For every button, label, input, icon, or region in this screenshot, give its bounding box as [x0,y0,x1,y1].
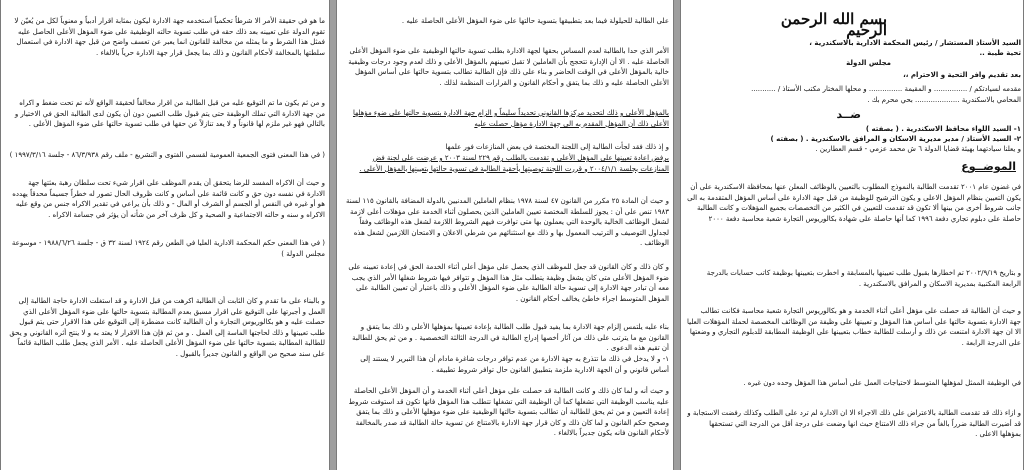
right-paragraph-4: في الوظيفة الممثل لمؤهلها المتوسط لاحتياجات العمل على أساس هذا المؤهل وحده دون غيره . [743,379,1021,387]
document-page-1 [680,0,1024,470]
middle-paragraph-7: ١- و لا يدخل في ذلك ما تتذرع به جهة الادارة من عدم توافر درجات شاغرة مادام أن هذا التبرير لا يستند إلى أساس قانوني و أن الجهة الادارية ملزمة بتطبيق القانون حال توافر شروط تطبيقه . [360,355,669,374]
left-paragraph-2-reference: ( في هذا المعنى فتوى الجمعية العمومية لقسمي الفتوى و التشريع - ملف رقم ٨٦/٣/٩٣٨ - جلسة ١٩٩٧/٣/١٦ ) [9,151,325,159]
defendant-1: ١- السيد اللواء محافظ الاسكندرية . ( بصفته ) [865,125,1021,133]
document-page-3 [0,0,330,470]
middle-paragraph-3-label: و إذ ذلك فقد لجأت الطالبة إلى اللجنة المختصة في بعض المنازعات فور علمها [445,143,669,151]
defendant-note: و يعلنا سيادتهما بهيئة قضايا الدولة ٦ ش محمد عزمي - قسم العطارين . [815,145,1021,153]
left-paragraph-2: و من ثم يكون ما تم التوقيع عليه من قبل الطالبة من اقرار مخالفاً لحقيقة الواقع لأنه تم تحت ضغط و اكراه من جهة الادارة التي تملك الوظيفة حتى يتم قبول طلب التعيين دون أن يكون لدى الطالبة الحق في الاختيار و بالتالي فهو غير ملزم لها قانوناً و لا يعد تنازلاً عن حقها في طلب تسوية حالتها على ضوء المؤهل الأعلى . [14,99,325,128]
plaintiff-line: مقدمه لسيادتكم / ............... و المقيمة ............... و محلها المختار مكتب الأستاذ / ........... [751,85,1021,93]
right-paragraph-1: في غضون عام ٢٠٠١ تقدمت الطالبة بالنموذج المطلوب بالتعيين بالوظائف المعلن عنها بمحافظة الاسكندرية على أن يكون التعيين بنظام المؤهل الاعلى و يكون الترشيح للوظيفة من قبل جهة الادارة على أساس المؤهل المتقدمة به الى جانب شروط أخرى من بينها ألا تكون قد تقدمت للتعيين في الكثير من التخصصات بجميع المؤهلات و كانت الطالبة حاصلة على دبلوم تجاري دفعة ١٩٩٦ كما أنها حاصلة على شهادة بكالوريوس التجارة شعبة محاسبة دفعة ٢٠٠٠ [687,183,1021,223]
didd-heading: ضــد [836,108,861,121]
middle-paragraph-2: الأمر الذي حدا بالطالبة لعدم المساس بحقها لجهة الادارة بطلب تسوية حالتها الوظيفية على ضوء المؤهل الأعلى الحاصلة عليه . الا أن الإدارة تتحجج بأن العاملين لا تقبل تعيينهم بالمؤهل الأعلى و ذلك لعدم وجود درجات وظيفية خالية بالمؤهل الأعلى في الوقت الحاضر و بناء على ذلك فإن الطالبة تطالب بتسوية حالتها على أساس المؤهل الأعلى الحاصلة عليه و ذلك بما يتفق و أحكام القانون و القرارات المنظمة لذلك . [348,47,669,87]
middle-paragraph-6: بناء عليه يلتمس إلزام جهة الادارة بما يفيد قبول طلب الطالبة بإعادة تعيينها بمؤهلها الأعلى و ذلك بما يتفق و القانون مع ما يترتب على ذلك من آثار أخصها إدراج الطالبة في الدرجة الثالثة التخصصية . و من ثم يحق للطالبة أن تقيم هذه الدعوى . [352,323,669,352]
defendant-2: ٢- السيد الأستاذ / مدير مديرية الاسكان و المرافق بالاسكندرية . ( بصفته ) [770,135,1021,143]
middle-paragraph-5: و كان ذلك و كان القانون قد جعل للموظف الذي يحصل على مؤهل أعلى أثناء الخدمة الحق في إعادة تعيينه على ضوء المؤهل الأعلى متى كان يشغل وظيفة يتطلب مثل هذا المؤهل و تتوافر فيها شروط شغلها الأمر الذي يجب معه أن تبادر جهة الادارة إلى تسوية حالة الطالبة على ضوء المؤهل الأعلى و ذلك باعتبار أن تعيين الطالبة على المؤهل المتوسط اجراء خاطئ يخالف أحكام القانون . [348,263,669,303]
right-paragraph-5: و ازاء ذلك قد تقدمت الطالبة بالاعتراض على ذلك الاجراء الا ان الادارة لم ترد على الطلب وكذلك رفضت الاستجابة و قد أضيرت الطالبة ضرراً بالغاً من جراء ذلك الامتناع حيث انها وضعت على درجة أقل من الدرجة التي تستحقها بمؤهلها الاعلى . [687,409,1021,438]
plaintiff-line-2: المحامي بالاسكندرية .................... بحي محرم بك . [867,96,1021,104]
middle-paragraph-8: و حيث أنه و لما كان ذلك و كانت الطالبة قد حصلت على مؤهل أعلى أثناء الخدمة و أن المؤهل الأعلى الحاصلة عليه يناسب الوظيفة التي تشغلها كما أن الوظيفة التي تشغلها تتطلب هذا المؤهل فانها تكون قد استوفت شروط إعادة التعيين و من ثم يحق للطالبة أن تطالب بتسوية حالتها الوظيفية على ضوء مؤهلها الأعلى و ذلك بما يتفق وصحيح حكم القانون و لما كان ذلك و كان قرار جهة الادارة بالامتناع عن تسوية حالة الطالبة قد صدر بالمخالفة لأحكام القانون فانه يكون جديراً بالالغاء . [348,387,669,437]
right-paragraph-2: و بتاريخ ٢٠٠٢/٩/١٩ تم اخطارها بقبول طلب تعيينها بالمسابقة و اخطرت بتعيينها بوظيفة كاتب حسابات بالدرجة الرابعة المكتبية بمديرية الاسكان و المرافق بالاسكندرية . [706,269,1021,288]
left-paragraph-3-reference: ( في هذا المعنى حكم المحكمة الادارية العليا في الطعن رقم ١٩٢٤ لسنة ٣٢ ق - جلسة ١٩٨٨/٦/٢٦ - موسوعة مجلس الدولة ) [11,239,325,258]
majlis-line: مجلس الدولة [846,59,891,67]
right-paragraph-3: و حيث أن الطالبة قد حصلت على مؤهل أعلى أثناء الخدمة و هو بكالوريوس التجارة شعبة محاسبة فكانت تطالب جهة الادارة بتسوية حالتها على أساس هذا المؤهل و تعيينها على وظيفة من الوظائف المخصصة لحملة المؤهلات العليا الا ان جهة الادارة امتنعت عن ذلك و أرسلت للطالبة خطاب بتعيينها على الوظيفة المطابقة للدبلوم التجاري و وضعتها على الدرجة الرابعة . [686,307,1021,347]
after-greeting-line: بعد تقديم وافر التحية و الاحترام ،، [903,71,1021,79]
middle-paragraph-4: و حيث أن المادة ٢٥ مكرر من القانون ٤٧ لسنة ١٩٧٨ بنظام العاملين المدنيين بالدولة المضافة بالقانون ١١٥ لسنة ١٩٨٣ تنص على أن : يجوز للسلطة المختصة تعيين العاملين الذين يحصلون أثناء الخدمة على مؤهلات أعلى لازمة لشغل الوظائف الخالية بالوحدة التي يعملون بها متى توافرت فيهم الشروط اللازمة لشغل هذه الوظائف وفقاً لجداول التوصيف و الترتيب المعمول بها و ذلك مع استثنائهم من شرطي الاعلان و الامتحان اللازمين لشغل هذه الوظائف . [345,197,669,247]
left-paragraph-1: ما هو في حقيقة الأمر الا شرطاً تحكمياً استخدمه جهة الادارة ليكون بمثابة اقرار أدبياً و معنوياً لكل من يُعيّن لا تقوم الدولة على تعيينه بعد ذلك حقه في طلب تسوية حالته الوظيفية على ضوء المؤهل الأعلى الحاصل عليه فمثل هذا الشرط و ما يمثله من مخالفة للقانون انما يعبر عن تعسف واضح من قبل جهة الادارة في استعمال سلطتها بالمخالفة لأحكام القانون و ذلك بما يجعل قرار جهة الادارة حرياً بالالغاء . [14,17,325,57]
left-paragraph-3: و حيث أن الاكراه المفسد للرضا يتحقق أن يقدم الموظف على اقرار شيء تحت سلطان رهبة بعثتها جهة الادارة في نفسه دون حق و كانت قائمة على أساس و كانت ظروف الحال تصور له خطراً جسيماً محدقاً يهدده هو أو غيره في النفس أو الجسم أو الشرف أو المال - و ذلك بأن يراعي في تقدير الاكراه جنس من وقع عليه الاكراه و سنه و حالته الاجتماعية و الصحية و كل ظرف آخر من شأنه أن يؤثر في جسامة الاكراه . [12,179,325,219]
greeting-line: تحية طيبة .. [979,49,1021,57]
middle-paragraph-1: على الطالبة للحيلولة فيما بعد بتطبيقها بتسوية حالتها على ضوء المؤهل الأعلى الحاصلة عليه . [401,17,669,25]
document-page-2 [336,0,674,470]
bismillah-heading: بسم الله الرحمن الرحيم [780,10,887,39]
middle-paragraph-3: برفض اعادة تعيينها على المؤهل الأعلى و تقدمت بالطلب رقم ٢٢٩ لسنة ٢٠٠٣ و عرضت على لجنة فض المنازعات بجلسة ٢٠٠٤/١/١ و قررت اللجنة توصيتها بأحقية الطالبة فى تسوية حالتها بتعيينها بالمؤهل الأعلى . [359,154,669,173]
addressee-line: السيد الأستاذ المستشار / رئيس المحكمة الادارية بالاسكندرية ، [809,39,1021,47]
subject-heading: الموضــوع [961,160,1016,173]
middle-paragraph-2-underlined: بالمؤهل الأعلى و ذلك لتحديد مركزها القانوني تحديداً سليماً و الزام جهة الادارة بتسوية حالتها على ضوء مؤهلها الأعلى ذلك أن المؤهل المقدم به الى جهة الادارة مؤهل حصلت عليه [352,109,669,128]
left-paragraph-4: و بالبناء على ما تقدم و كان الثابت أن الطالبة اكرهت من قبل الادارة و قد استغلت الادارة حاجة الطالبة إلى العمل و أجبرتها على التوقيع على اقرار مسبق بعدم المطالبة بتسوية حالتها على ضوء المؤهل الأعلى الذي حصلت عليه و هو بكالوريوس التجارة و أن الطالبة كانت مضطرة إلى التوقيع على هذا الاقرار حتى يتم قبول طلب تعيينها و ذلك لحاجتها الماسة إلى العمل . و من ثم فإن هذا الاقرار لا يعتد به و لا ينتج أثره القانوني و يحق للطالبة المطالبة بتسوية حالتها على ضوء المؤهل الأعلى الحاصلة عليه . الأمر الذي يجعل طلب الطالبة قائماً على سند صحيح من الواقع و القانون جديراً بالقبول . [9,297,325,358]
